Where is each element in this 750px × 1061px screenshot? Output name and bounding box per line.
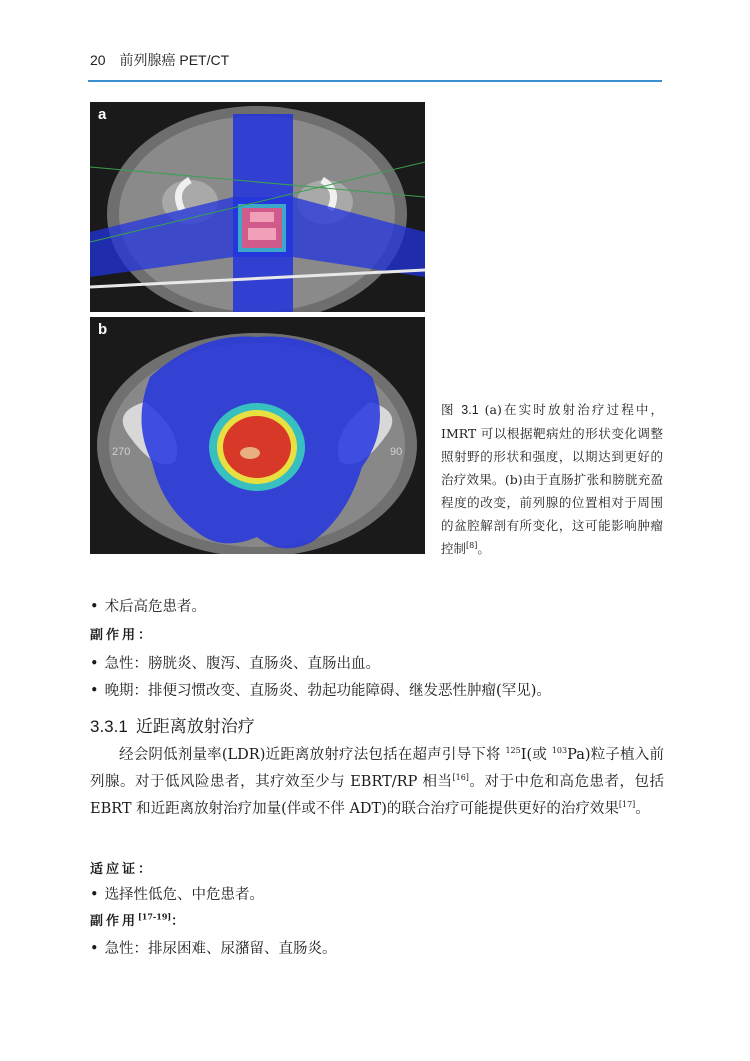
section-title-text: 近距离放射治疗 bbox=[135, 717, 255, 736]
side-effects-heading: 副作用： bbox=[90, 628, 155, 643]
side-effects-heading-2 bbox=[90, 910, 187, 929]
figure-caption bbox=[441, 398, 663, 560]
para-text-5: 。 bbox=[635, 801, 650, 817]
ct-scan-b-image bbox=[90, 317, 425, 554]
reference-17-19: [17-19] bbox=[138, 911, 172, 922]
caption-ref: [8] bbox=[466, 540, 478, 550]
mark-left: 270 bbox=[112, 446, 131, 458]
page-number: 20 bbox=[90, 52, 106, 68]
list-item-indication: • 选择性低危、中危患者。 bbox=[90, 882, 664, 909]
header-rule bbox=[88, 80, 662, 82]
caption-number: 图 3.1 bbox=[441, 403, 479, 417]
panel-b-label: b bbox=[98, 321, 108, 338]
side-effects-colon: ： bbox=[171, 914, 188, 929]
figure-panel-a bbox=[90, 102, 425, 312]
list-item-late: • 晚期：排便习惯改变、直肠炎、勃起功能障碍、继发恶性肿瘤(罕见)。 bbox=[90, 678, 664, 705]
figure-panel-b bbox=[90, 317, 425, 554]
side-effects-label: 副作用 bbox=[90, 914, 139, 929]
list-item-postop-high-risk: • 术后高危患者。 bbox=[90, 594, 664, 621]
panel-a-label: a bbox=[98, 106, 107, 123]
isotope-125: 125 bbox=[505, 746, 521, 756]
caption-text: (a)在实时放射治疗过程中，IMRT 可以根据靶病灶的形状变化调整照射野的形状和强度，以期达到更好的治疗效果。(b)由于直肠扩张和膀胱充盈程度的改变，前列腺的位置相对于周围的盆腔解剖有所变化，这可能影响肿瘤控制 bbox=[441, 402, 663, 556]
para-text-1: 经会阴低剂量率(LDR)近距离放射疗法包括在超声引导下将 bbox=[119, 747, 506, 763]
indications-heading: 适应证： bbox=[90, 862, 155, 877]
ct-scan-a-image bbox=[90, 102, 425, 312]
list-item-acute-2: • 急性：排尿困难、尿潴留、直肠炎。 bbox=[90, 936, 664, 963]
reference-16: [16] bbox=[452, 773, 469, 783]
para-text-3: Pa)粒子植入前列腺。对于低风险患者，其疗效至少与 EBRT/RP 相当 bbox=[90, 747, 664, 790]
isotope-103: 103 bbox=[551, 746, 568, 756]
caption-end: 。 bbox=[477, 541, 490, 556]
para-text-4: 。对于中危和高危患者，包括 EBRT 和近距离放射治疗加量(伴或不伴 ADT)的联合治疗可能提供更好的治疗效果 bbox=[90, 774, 665, 817]
section-title bbox=[90, 712, 255, 737]
section-number: 3.3.1 bbox=[90, 717, 128, 736]
running-header bbox=[90, 50, 229, 70]
list-item-acute: • 急性：膀胱炎、腹泻、直肠炎、直肠出血。 bbox=[90, 651, 664, 678]
section-paragraph bbox=[90, 742, 664, 823]
mark-right: 90 bbox=[390, 446, 403, 458]
reference-17: [17] bbox=[618, 800, 636, 810]
para-text-2: I(或 bbox=[520, 747, 552, 763]
book-title: 前列腺癌 PET/CT bbox=[119, 52, 230, 68]
